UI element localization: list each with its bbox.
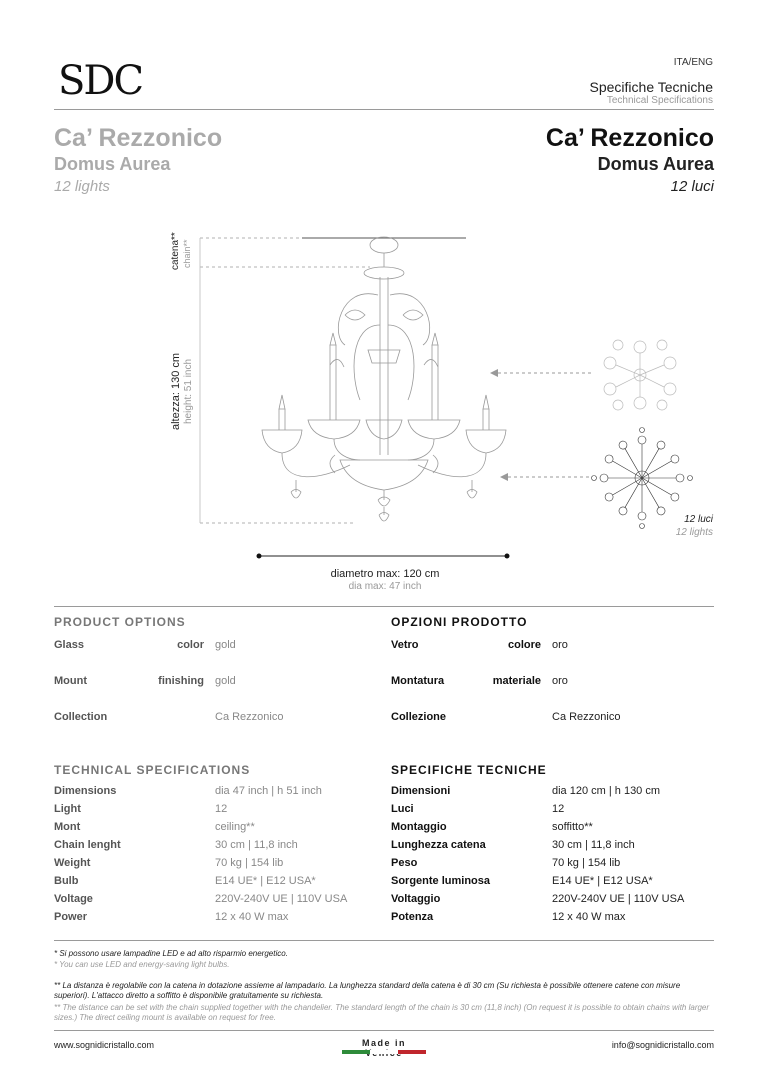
spec-value: 70 kg | 154 lib (215, 857, 284, 869)
italy-flag-icon (342, 1050, 426, 1054)
brand-logo: SDC (58, 58, 143, 104)
chain-label-it: catena** (170, 232, 181, 270)
chandelier-drawing (0, 215, 768, 605)
footer-divider (54, 1030, 714, 1031)
height-label-it: altezza: 130 cm (170, 352, 182, 430)
option-label: Vetro (391, 639, 419, 651)
product-name-en: Ca’ Rezzonico (54, 124, 223, 152)
option-sublabel: finishing (158, 675, 204, 687)
option-value: gold (215, 639, 236, 651)
notes-divider (54, 940, 714, 941)
spec-value: 12 x 40 W max (215, 911, 289, 923)
note-led-en: * You can use LED and energy-saving light bulbs. (54, 960, 230, 969)
spec-value: 70 kg | 154 lib (552, 857, 621, 869)
language-label: ITA/ENG (673, 57, 713, 68)
spec-label: Light (54, 803, 81, 815)
option-label: Glass (54, 639, 84, 651)
option-sublabel: colore (507, 639, 541, 651)
diameter-label-en: dia max: 47 inch (348, 581, 422, 592)
spec-title-en: Technical Specifications (606, 95, 713, 106)
option-label: Collection (54, 711, 108, 723)
website-link[interactable]: www.sognidicristallo.com (54, 1040, 155, 1050)
spec-value: dia 47 inch | h 51 inch (215, 785, 322, 797)
spec-label: Bulb (54, 875, 79, 887)
spec-label: Power (54, 911, 88, 923)
spec-label: Weight (54, 857, 91, 869)
spec-value: 220V-240V UE | 110V USA (215, 893, 348, 905)
note-chain-it: ** La distanza è regolabile con la catena in dotazione assieme al lampadario. La lunghezza standard della catena è di 30 cm (Su richiesta è possibile ottenere catene con misure superiori). L'attacco diretto a soffitto è disponibile gratuitamente su richiesta. (54, 981, 681, 1000)
drawing-divider (54, 606, 714, 607)
option-label: Collezione (391, 711, 447, 723)
spec-value: soffitto** (552, 821, 593, 833)
spec-value: 30 cm | 11,8 inch (215, 839, 298, 851)
product-collection-en: Domus Aurea (54, 154, 171, 174)
spec-title-it: Specifiche Tecniche (589, 79, 713, 95)
email-link[interactable]: info@sognidicristallo.com (611, 1040, 714, 1050)
spec-label: Chain lenght (54, 839, 121, 851)
option-value: Ca Rezzonico (215, 711, 284, 723)
chain-label-en: chain** (182, 239, 192, 268)
spec-value: E14 UE* | E12 USA* (552, 875, 653, 887)
spec-label: Mont (54, 821, 81, 833)
spec-value: 12 (552, 803, 565, 815)
tech-spec-title-en: TECHNICAL SPECIFICATIONS (54, 763, 251, 777)
product-lights-it: 12 luci (670, 178, 714, 195)
spec-label: Peso (391, 857, 418, 869)
spec-value: 12 x 40 W max (552, 911, 626, 923)
made-in-label: Made in (361, 1038, 406, 1048)
option-sublabel: color (177, 639, 204, 651)
option-sublabel: materiale (492, 675, 541, 687)
product-options-title-it: OPZIONI PRODOTTO (391, 615, 528, 629)
height-label-en: height: 51 inch (183, 358, 194, 424)
product-name-it: Ca’ Rezzonico (545, 124, 714, 152)
spec-value: 30 cm | 11,8 inch (552, 839, 635, 851)
option-value: oro (552, 639, 568, 651)
product-lights-en: 12 lights (54, 178, 110, 195)
diameter-label-it: diametro max: 120 cm (330, 568, 440, 580)
option-value: Ca Rezzonico (552, 711, 621, 723)
chain-label (164, 232, 194, 270)
product-options-title-en: PRODUCT OPTIONS (54, 615, 186, 629)
spec-value: dia 120 cm | h 130 cm (552, 785, 661, 797)
height-label (168, 352, 198, 440)
spec-value: E14 UE* | E12 USA* (215, 875, 316, 887)
top-view-lights-en: 12 lights (675, 527, 713, 538)
option-label: Montatura (391, 675, 445, 687)
option-value: gold (215, 675, 236, 687)
spec-value: 12 (215, 803, 228, 815)
header-divider (54, 109, 714, 110)
spec-label: Luci (391, 803, 414, 815)
spec-label: Voltaggio (391, 893, 441, 905)
spec-label: Potenza (391, 911, 434, 923)
top-view-lights-it: 12 luci (684, 514, 713, 525)
product-collection-it: Domus Aurea (597, 154, 714, 174)
option-value: oro (552, 675, 568, 687)
spec-label: Dimensioni (391, 785, 451, 797)
spec-label: Dimensions (54, 785, 117, 797)
spec-label: Sorgente luminosa (391, 875, 491, 887)
option-label: Mount (54, 675, 87, 687)
note-chain-en: ** The distance can be set with the chain supplied together with the chandelier. The standard length of the chain is 30 cm (11,8 inch) (On request it is possible to obtain chains with larger sizes.) The direct ceiling mount is available on request for free. (54, 1003, 710, 1022)
spec-label: Voltage (54, 893, 93, 905)
tech-spec-title-it: SPECIFICHE TECNICHE (391, 763, 547, 777)
spec-value: 220V-240V UE | 110V USA (552, 893, 685, 905)
spec-label: Lunghezza catena (391, 839, 486, 851)
spec-value: ceiling** (215, 821, 255, 833)
note-led-it: * Si possono usare lampadine LED e ad alto risparmio energetico. (54, 949, 288, 958)
spec-label: Montaggio (391, 821, 447, 833)
